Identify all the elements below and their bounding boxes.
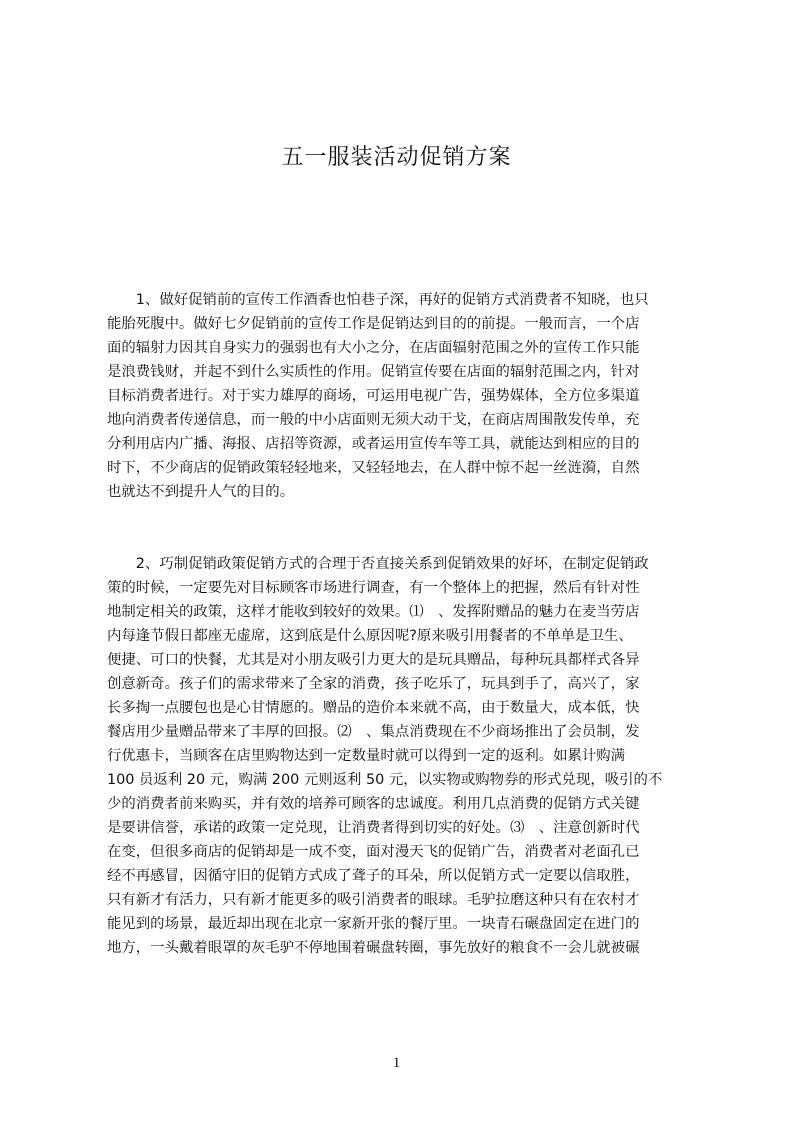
text-line: 时下，不少商店的促销政策轻轻地来，又轻轻地去，在人群中惊不起一丝涟漪，自然	[107, 460, 640, 476]
text-line: 100 员返利 20 元，购满 200 元则返利 50 元，以实物或购物券的形式兑现，吸引的不	[107, 772, 663, 788]
text-line: 2、巧制促销政策促销方式的合理于否直接关系到促销效果的好坏，在制定促销政	[107, 556, 649, 572]
text-line: 少的消费者前来购买，并有效的培养可顾客的忠诚度。利用几点消费的促销方式关键	[107, 796, 640, 812]
text-line: 面的辐射力因其自身实力的强弱也有大小之分，在店面辐射范围之外的宣传工作只能	[107, 340, 640, 356]
paragraph-2	[107, 552, 709, 960]
text-line: 只有新才有活力，只有新才能更多的吸引消费者的眼球。毛驴拉磨这种只有在农村才	[107, 892, 640, 908]
text-line: 行优惠卡，当顾客在店里购物达到一定数量时就可以得到一定的返利。如累计购满	[107, 748, 626, 764]
text-line: 目标消费者进行。对于实力雄厚的商场，可运用电视广告，强势媒体，全方位多渠道	[107, 388, 640, 404]
text-line: 餐店用少量赠品带来了丰厚的回报。⑵ 、集点消费现在不少商场推出了会员制，发	[107, 724, 640, 740]
text-line: 在变，但很多商店的促销却是一成不变，面对漫天飞的促销广告，消费者对老面孔已	[107, 844, 640, 860]
text-line: 1、做好促销前的宣传工作酒香也怕巷子深，再好的促销方式消费者不知晓，也只	[107, 292, 649, 308]
text-line: 地制定相关的政策，这样才能收到较好的效果。⑴ 、发挥附赠品的魅力在麦当劳店	[107, 604, 640, 620]
text-line: 策的时候，一定要先对目标顾客市场进行调查，有一个整体上的把握，然后有针对性	[107, 580, 640, 596]
text-line: 地方，一头戴着眼罩的灰毛驴不停地围着碾盘转圈，事先放好的粮食不一会儿就被碾	[107, 940, 640, 956]
text-line: 是要讲信誉，承诺的政策一定兑现，让消费者得到切实的好处。⑶ 、注意创新时代	[107, 820, 640, 836]
text-line: 也就达不到提升人气的目的。	[107, 484, 295, 500]
paragraph-1	[107, 288, 709, 504]
text-line: 内每逢节假日都座无虚席，这到底是什么原因呢?原来吸引用餐者的不单单是卫生、	[107, 628, 633, 644]
text-line: 分利用店内广播、海报、店招等资源，或者运用宣传车等工具，就能达到相应的目的	[107, 436, 640, 452]
text-line: 经不再感冒，因循守旧的促销方式成了聋子的耳朵，所以促销方式一定要以信取胜，	[107, 868, 640, 884]
text-line: 地向消费者传递信息，而一般的中小店面则无须大动干戈，在商店周围散发传单，充	[107, 412, 640, 428]
page-number: 1	[392, 1055, 401, 1071]
text-line: 长多掏一点腰包也是心甘情愿的。赠品的造价本来就不高，由于数量大，成本低，快	[107, 700, 640, 716]
document-title: 五一服装活动促销方案	[281, 145, 512, 170]
text-line: 便捷、可口的快餐，尤其是对小朋友吸引力更大的是玩具赠品，每种玩具都样式各异	[107, 652, 640, 668]
text-line: 是浪费钱财，并起不到什么实质性的作用。促销宣传要在店面的辐射范围之内，针对	[107, 364, 640, 380]
text-line: 创意新奇。孩子们的需求带来了全家的消费，孩子吃乐了，玩具到手了，高兴了，家	[107, 676, 640, 692]
text-line: 能见到的场景，最近却出现在北京一家新开张的餐厅里。一块青石碾盘固定在进门的	[107, 916, 640, 932]
text-line: 能胎死腹中。做好七夕促销前的宣传工作是促销达到目的的前提。一般而言，一个店	[107, 316, 640, 332]
